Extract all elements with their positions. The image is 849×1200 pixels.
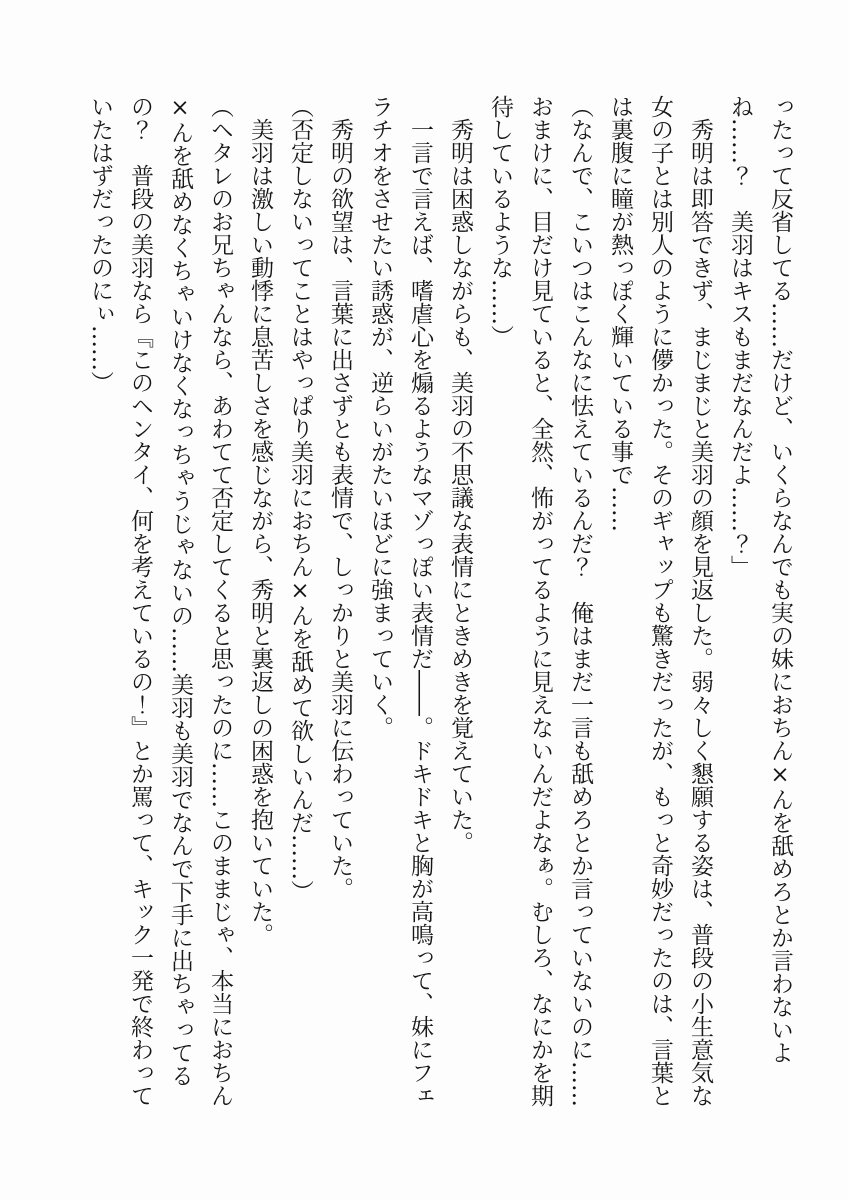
paragraph-5: 一言で言えば、嗜虐心を煽るようなマゾっぽい表情だ――。ドキドキと胸が高鳴って、妹にフェラチオをさせたい誘惑が、逆らいがたいほどに強まっていく。 [367,95,433,1107]
paragraph-3: （なんで、こいつはこんなに怯えているんだ？ 俺はまだ一言も舐めろとか言っていないのに……おまけに、目だけ見ていると、全然、怖がってるように見えないんだよなぁ。むしろ、なにかを期待しているような……） [487,95,593,1107]
paragraph-6: 秀明の欲望は、言葉に出さずとも表情で、しっかりと美羽に伝わっていた。 [327,118,353,900]
paragraph-2: 秀明は即答できず、まじまじと美羽の顔を見返した。弱々しく懇願する姿は、普段の小生意気な女の子とは別人のように儚かった。そのギャップも驚きだったが、もっと奇妙だったのは、言葉とは裏腹に瞳が熱っぽく輝いている事で…… [607,95,713,1107]
paragraph-8: 美羽は激しい動悸に息苦しさを感じながら、秀明と裏返しの困惑を抱いていた。 [247,118,273,946]
paragraph-7: （否定しないってことはやっぱり美羽におちん×んを舐めて欲しいんだ……） [287,95,313,903]
vertical-text-block [80,95,800,1108]
paragraph-9: （ヘタレのお兄ちゃんなら、あわてて否定してくると思ったのに……このままじゃ、本当におちん×んを舐めなくちゃいけなくなっちゃうじゃないの……美羽も美羽でなんで下手に出ちゃってるの？ 普段の美羽なら『このヘンタイ、何を考えているの！』とか罵って、キック一発で終わっていたはずだったのにぃ……） [87,95,233,1107]
paragraph-1: ったって反省してる……だけど、いくらなんでも実の妹におちん×んを舐めろとか言わないよね……？ 美羽はキスもまだなんだよ……？」 [727,95,793,1064]
paragraph-4: 秀明は困惑しながらも、美羽の不思議な表情にときめきを覚えていた。 [447,118,473,854]
